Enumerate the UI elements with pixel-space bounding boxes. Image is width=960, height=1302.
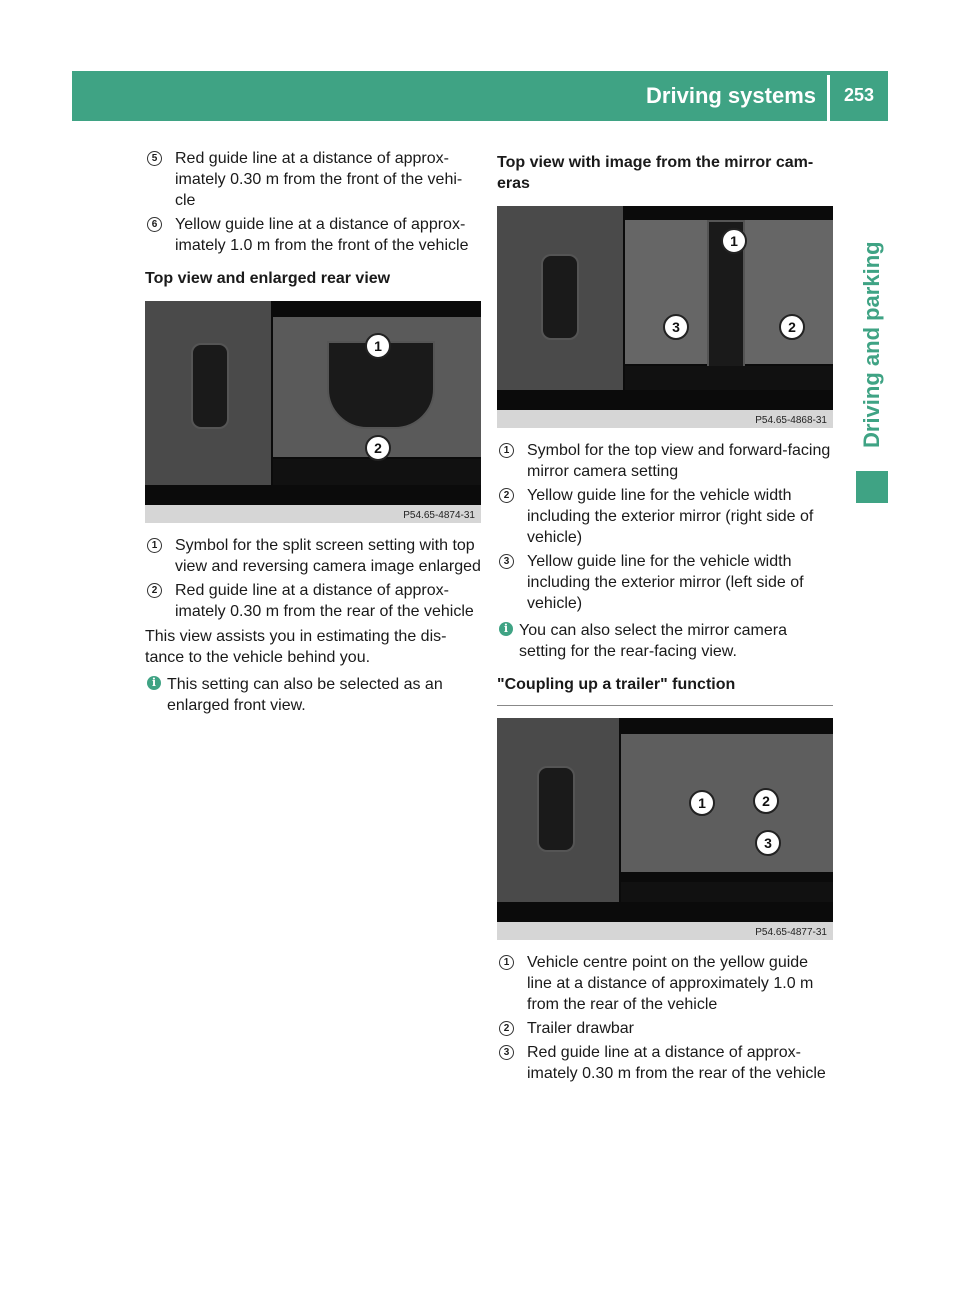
camera-screen bbox=[497, 206, 833, 410]
list-item bbox=[497, 1018, 833, 1039]
item-number: 1 bbox=[147, 538, 162, 553]
right-column bbox=[497, 148, 833, 1087]
header-divider bbox=[827, 75, 830, 121]
item-text: Red guide line at a distance of approx-imately 0.30 m from the rear of the vehicle bbox=[527, 1044, 826, 1082]
item-text: Red guide line at a distance of approx-imately 0.30 m from the front of the vehi-cle bbox=[175, 150, 463, 209]
section-heading: Top view with image from the mirror cam-eras bbox=[497, 154, 814, 192]
figure-trailer-coupling bbox=[497, 718, 833, 940]
info-note bbox=[497, 620, 833, 662]
side-tab bbox=[850, 241, 890, 455]
item-text: Red guide line at a distance of approx-imately 0.30 m from the rear of the vehicle bbox=[175, 582, 474, 620]
list-item bbox=[497, 485, 833, 548]
item-text: Trailer drawbar bbox=[527, 1020, 634, 1037]
item-text: Symbol for the split screen setting with top view and reversing camera image enlarged bbox=[175, 537, 481, 575]
section-heading: Top view and enlarged rear view bbox=[145, 270, 391, 287]
item-text: Yellow guide line for the vehicle width including the exterior mirror (right side of vehicle) bbox=[527, 487, 814, 546]
callout-2: 2 bbox=[365, 435, 391, 461]
figure-reference: P54.65-4868-31 bbox=[755, 415, 827, 426]
info-note bbox=[145, 674, 481, 716]
list-item bbox=[497, 440, 833, 482]
figure-mirror-view bbox=[497, 206, 833, 428]
camera-screen bbox=[145, 301, 481, 505]
list-item bbox=[145, 580, 481, 622]
page-header bbox=[72, 71, 888, 121]
info-icon: i bbox=[147, 676, 161, 690]
car-top-view bbox=[541, 254, 579, 340]
list-item bbox=[145, 148, 481, 211]
control-bar bbox=[625, 366, 833, 390]
list-item bbox=[497, 1042, 833, 1084]
item-text: Yellow guide line for the vehicle width including the exterior mirror (left side of vehicle) bbox=[527, 553, 804, 612]
item-number: 3 bbox=[499, 1045, 514, 1060]
section-title: Driving systems bbox=[646, 83, 816, 108]
side-tab-label: Driving and parking bbox=[859, 241, 884, 448]
item-number: 1 bbox=[499, 443, 514, 458]
info-icon: i bbox=[499, 622, 513, 636]
callout-1: 1 bbox=[721, 228, 747, 254]
info-text: This setting can also be selected as an enlarged front view. bbox=[167, 676, 443, 714]
item-number: 2 bbox=[147, 583, 162, 598]
control-bar bbox=[621, 882, 833, 902]
callout-2: 2 bbox=[753, 788, 779, 814]
item-text: Vehicle centre point on the yellow guide line at a distance of approximately 1.0 m from the rear of the vehicle bbox=[527, 954, 814, 1013]
item-number: 2 bbox=[499, 488, 514, 503]
car-top-view bbox=[191, 343, 229, 429]
control-bar bbox=[273, 459, 481, 485]
callout-1: 1 bbox=[689, 790, 715, 816]
camera-screen bbox=[497, 718, 833, 922]
car-top-view bbox=[537, 766, 575, 852]
rear-camera-panel bbox=[621, 734, 833, 872]
list-item bbox=[145, 535, 481, 577]
item-number: 2 bbox=[499, 1021, 514, 1036]
list-item bbox=[497, 551, 833, 614]
left-column bbox=[145, 148, 481, 726]
section-heading: "Coupling up a trailer" function bbox=[497, 674, 833, 706]
list-item bbox=[145, 214, 481, 256]
callout-3: 3 bbox=[755, 830, 781, 856]
item-text: Symbol for the top view and forward-facing mirror camera setting bbox=[527, 442, 831, 480]
item-number: 1 bbox=[499, 955, 514, 970]
item-text: Yellow guide line at a distance of approx-imately 1.0 m from the front of the vehicle bbox=[175, 216, 469, 254]
figure-split-view bbox=[145, 301, 481, 523]
info-text: You can also select the mirror camera setting for the rear-facing view. bbox=[519, 622, 787, 660]
body-paragraph: This view assists you in estimating the dis-tance to the vehicle behind you. bbox=[145, 628, 447, 666]
side-tab-marker bbox=[856, 471, 888, 503]
item-number: 6 bbox=[147, 217, 162, 232]
figure-reference: P54.65-4877-31 bbox=[755, 927, 827, 938]
item-number: 3 bbox=[499, 554, 514, 569]
figure-reference: P54.65-4874-31 bbox=[403, 510, 475, 521]
list-item bbox=[497, 952, 833, 1015]
callout-1: 1 bbox=[365, 333, 391, 359]
callout-2: 2 bbox=[779, 314, 805, 340]
callout-3: 3 bbox=[663, 314, 689, 340]
page-number: 253 bbox=[843, 85, 875, 105]
item-number: 5 bbox=[147, 151, 162, 166]
